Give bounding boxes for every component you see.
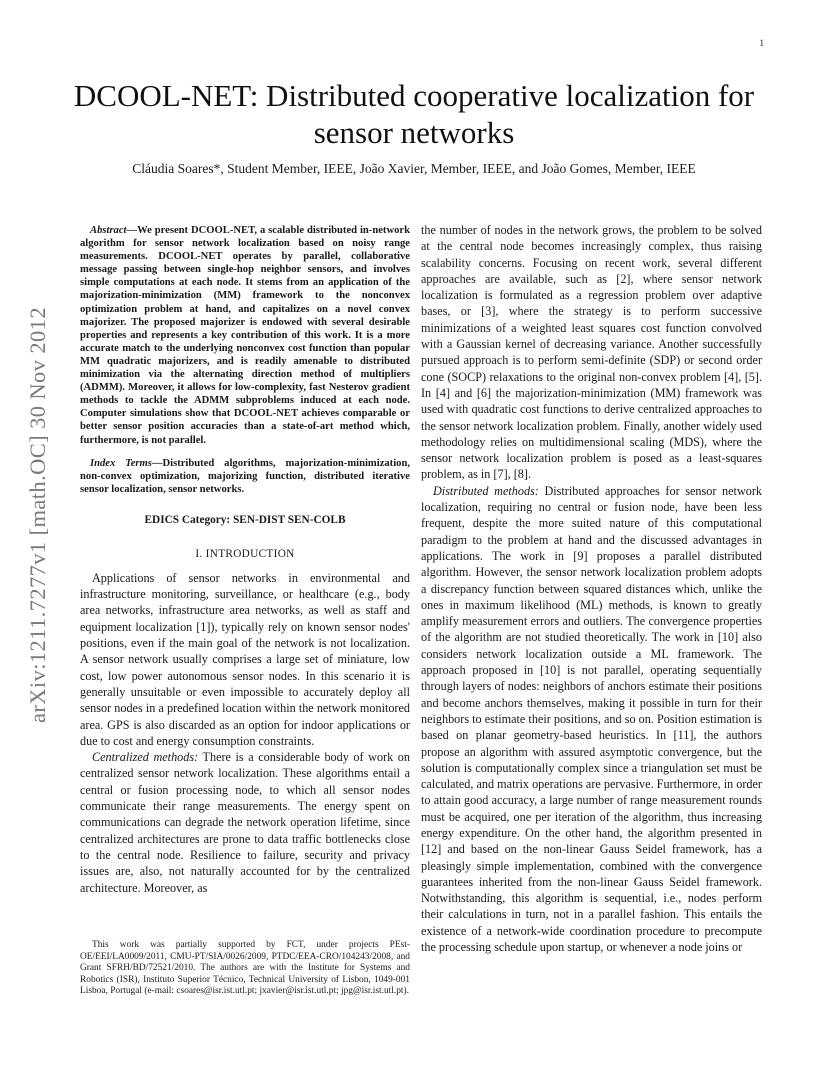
abstract-body: —We present DCOOL-NET, a scalable distributed in-network algorithm for sensor network localization based on noisy range measurements. DCOOL-NET operates by parallel, collaborative message passing between single-hop neighbor sensors, and involves simple computations at each node. It stems from an application of the majorization-minimization (MM) framework to the nonconvex optimization problem at hand, and capitalizes on a novel convex majorizer. The proposed majorizer is endowed with several desirable properties and represents a key contribution of this work. It is a more accurate match to the underlying nonconvex cost function than popular MM quadratic majorizers, and is readily amenable to distributed minimization via the alternating direction method of multipliers (ADMM). Moreover, it allows for low-complexity, fast Nesterov gradient methods to tackle the ADMM subproblems induced at each node. Computer simulations show that DCOOL-NET achieves comparable or better sensor position accuracies than a state-of-art method which, furthermore, is not parallel. (80, 225, 410, 446)
footnote (80, 940, 410, 998)
paragraph-body-distributed: Distributed approaches for sensor network localization, requiring no central or fusion node, have been less frequent, despite the more suited nature of this computational paradigm to the problem at hand and the discussed advantages in applications. The work in [9] proposes a parallel distributed algorithm. However, the sensor network localization problem adopts a discrepancy function between squared distances which, unlike the ones in maximum likelihood (ML) methods, is known to greatly amplify measurement errors and outliers. The convergence properties of the algorithm are not studied theoretically. The work in [10] also considers network localization outside a ML framework. The approach proposed in [10] is not parallel, operating sequentially through layers of nodes: neighbors of anchors estimate their positions and become anchors themselves, making it possible in turn for their neighbors to estimate their positions, and so on. Position estimation is based on planar geometry-based heuristics. In [11], the authors propose an algorithm with assured asymptotic convergence, but the solution is computationally complex since a triangulation set must be calculated, and matrix operations are pervasive. Furthermore, in order to attain good accuracy, a large number of range measurement rounds must be acquired, one per iteration of the algorithm, thus increasing energy expenditure. On the other hand, the algorithm presented in [12] and based on the non-linear Gauss Seidel framework, has a pleasingly simple implementation, combined with the convergence guarantees inherited from the non-linear Gauss Seidel framework. Notwithstanding, this algorithm is sequential, i.e., nodes perform their calculations in turn, not in a parallel fashion. This entails the existence of a network-wide coordination procedure to precompute the processing schedule upon startup, or whenever a node joins or (421, 483, 762, 955)
paragraph-lead-distributed: Distributed methods: (433, 483, 539, 498)
index-terms-body: —Distributed algorithms, majorization-minimization, non-convex optimization, majorizing function, distributed iterative sensor localization, sensor networks. (80, 457, 410, 495)
intro-paragraph-2 (80, 749, 410, 896)
index-terms (80, 457, 410, 496)
edics-category: EDICS Category: SEN-DIST SEN-COLB (144, 513, 346, 526)
right-paragraph-2 (421, 483, 762, 956)
paragraph-body-centralized: There is a considerable body of work on centralized sensor network localization. These algorithms entail a central or fusion processing node, to which all sensor nodes communicate their range measurements. The energy spent on communications can degrade the network operation lifetime, since centralized architectures are prone to data traffic bottlenecks close to the central node. Resilience to failure, security and privacy issues are, also, not naturally accounted for by the centralized architecture. Moreover, as (80, 750, 410, 895)
right-column (421, 222, 762, 955)
intro-paragraph-1: Applications of sensor networks in environmental and infrastructure monitoring, surveillance, or healthcare (e.g., body area networks, infrastructure area networks, as well as staff and equipment localization [1]), typically rely on known sensor nodes' positions, even if the main goal of the network is not localization. A sensor network usually comprises a large set of miniature, low cost, low power autonomous sensor nodes. In this scenario it is generally unsuitable or even impossible to accurately deploy all sensor nodes in a predefined location within the network monitored area. GPS is also discarded as an option for indoor applications or due to cost and energy consumption constraints. (80, 570, 410, 748)
arxiv-stamp: arXiv:1211.7277v1 [math.OC] 30 Nov 2012 (25, 307, 50, 723)
paper-title: DCOOL-NET: Distributed cooperative localization for sensor networks (73, 78, 755, 150)
left-column (80, 224, 410, 896)
paragraph-lead-centralized: Centralized methods: (92, 750, 199, 765)
right-paragraph-1: the number of nodes in the network grows, the problem to be solved at the central node becomes increasingly complex, thus raising scalability concerns. Focusing on recent work, several different approaches are available, such as [2], where sensor network localization is formulated as a regression problem over adaptive bases, or [3], where the strategy is to perform successive minimizations of a weighted least squares cost function convolved with a Gaussian kernel of decreasing variance. Another successfully pursued approach is to perform semi-definite (SDP) or second order cone (SOCP) relaxations to the original non-convex problem [4], [5]. In [4] and [6] the majorization-minimization (MM) framework was used with quadratic cost functions to derive centralized approaches to the sensor network localization problem. Finally, another widely used methodology relies on multidimensional scaling (MDS), where the sensor network localization problem is posed as a least-squares problem, as in [7], [8]. (421, 223, 762, 482)
author-line: Cláudia Soares*, Student Member, IEEE, João Xavier, Member, IEEE, and João Gomes, Member, IEEE (132, 161, 696, 176)
abstract-lead: Abstract (90, 225, 127, 236)
page-number: 1 (759, 38, 764, 48)
footnote-text: This work was partially supported by FCT, under projects PEst-OE/EEI/LA0009/2011, CMU-PT/SIA/0026/2009, PTDC/EEA-CRO/104243/2008, and Grant SFRH/BD/72521/2010. The authors are with the Institute for Systems and Robotics (ISR), Instituto Superior Técnico, Technical University of Lisbon, 1049-001 Lisboa, Portugal (e-mail: csoares@isr.ist.utl.pt; jxavier@isr.ist.utl.pt; jpg@isr.ist.utl.pt). (80, 940, 410, 997)
section-heading-introduction: I. INTRODUCTION (195, 547, 295, 560)
abstract (80, 224, 410, 447)
index-terms-lead: Index Terms (90, 457, 152, 469)
